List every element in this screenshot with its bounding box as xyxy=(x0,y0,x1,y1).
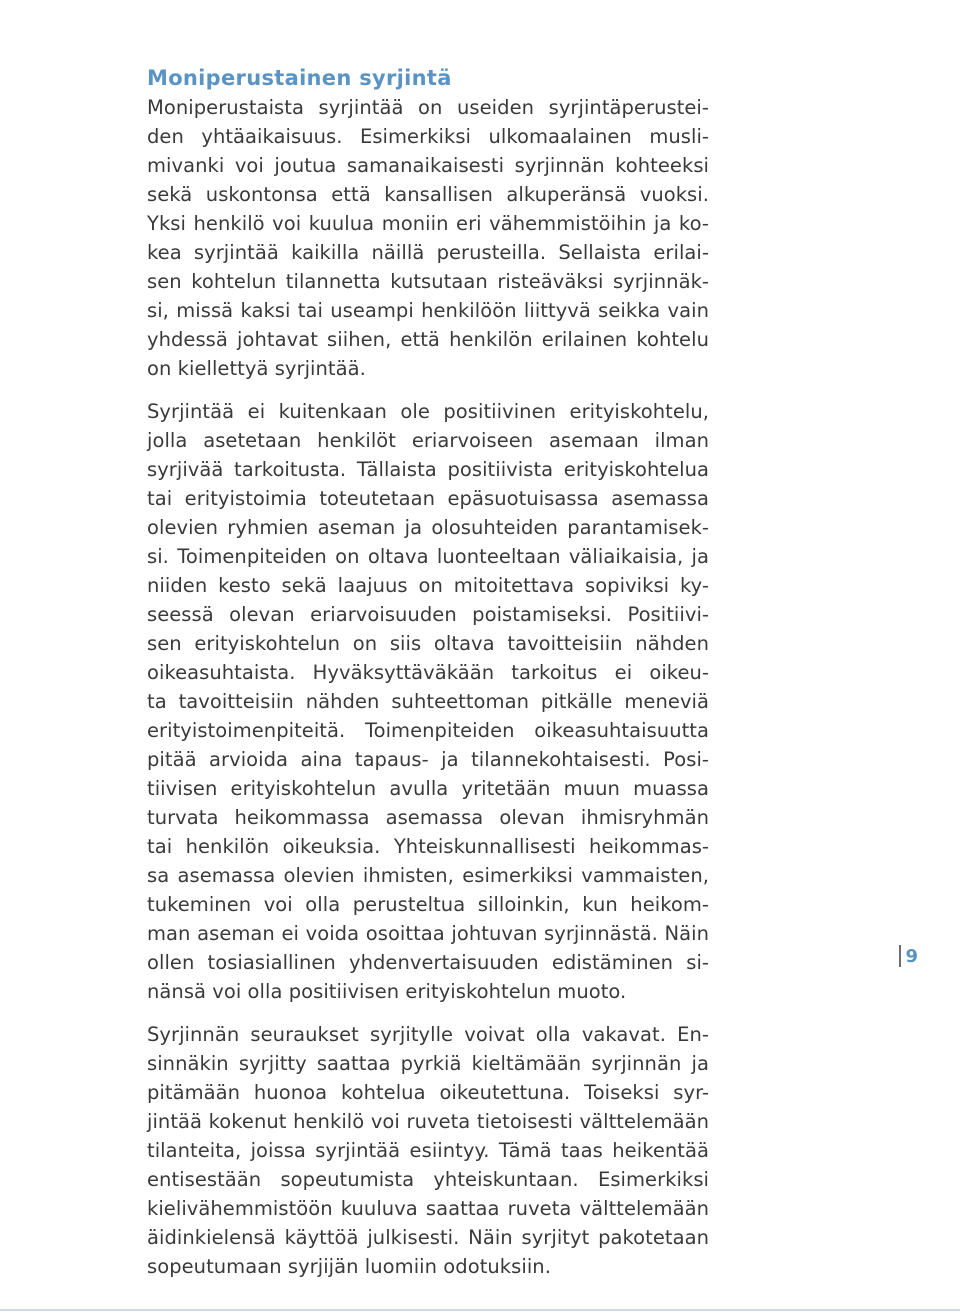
bottom-rule xyxy=(0,1309,960,1311)
text-line: erityistoimenpiteitä. Toimenpiteiden oikeasuhtaisuutta xyxy=(147,719,709,742)
paragraph-1 xyxy=(147,93,709,383)
paragraph-spacer xyxy=(147,383,709,397)
text-line: ollen tosiasiallinen yhdenvertaisuuden edistäminen si- xyxy=(147,951,709,974)
text-line: si, missä kaksi tai useampi henkilöön liittyvä seikka vain xyxy=(147,299,709,322)
text-line: äidinkielensä käyttöä julkisesti. Näin syrjityt pakotetaan xyxy=(147,1226,709,1249)
text-line: tiivisen erityiskohtelun avulla yritetään muun muassa xyxy=(147,777,709,800)
page-number-marker xyxy=(899,944,918,968)
paragraph-spacer xyxy=(147,1006,709,1020)
text-line: niiden kesto sekä laajuus on mitoitettava sopiviksi ky- xyxy=(147,574,709,597)
text-line: den yhtäaikaisuus. Esimerkiksi ulkomaalainen musli- xyxy=(147,125,709,148)
section-heading: Moniperustainen syrjintä xyxy=(147,66,452,90)
text-line: Yksi henkilö voi kuulua moniin eri vähemmistöihin ja ko- xyxy=(147,212,709,235)
text-line: nänsä voi olla positiivisen erityiskohtelun muoto. xyxy=(147,980,627,1003)
text-line: sopeutumaan syrjijän luomiin odotuksiin. xyxy=(147,1255,551,1278)
text-line: yhdessä johtavat siihen, että henkilön erilainen kohtelu xyxy=(147,328,709,351)
text-line: Moniperustaista syrjintää on useiden syrjintäperustei- xyxy=(147,96,709,119)
text-line: sinnäkin syrjitty saattaa pyrkiä kieltämään syrjinnän ja xyxy=(147,1052,709,1075)
text-line: pitämään huonoa kohtelua oikeutettuna. Toiseksi syr- xyxy=(147,1081,709,1104)
document-body xyxy=(147,64,709,1281)
text-line: kea syrjintää kaikilla näillä perusteilla. Sellaista erilai- xyxy=(147,241,709,264)
text-line: tai henkilön oikeuksia. Yhteiskunnallisesti heikommas- xyxy=(147,835,709,858)
text-line: sen kohtelun tilannetta kutsutaan risteäväksi syrjinnäk- xyxy=(147,270,709,293)
text-line: tilanteita, joissa syrjintää esiintyy. Tämä taas heikentää xyxy=(147,1139,709,1162)
text-line: sa asemassa olevien ihmisten, esimerkiksi vammaisten, xyxy=(147,864,709,887)
text-line: pitää arvioida aina tapaus- ja tilannekohtaisesti. Posi- xyxy=(147,748,709,771)
text-line: si. Toimenpiteiden on oltava luonteeltaan väliaikaisia, ja xyxy=(147,545,709,568)
text-line: seessä olevan eriarvoisuuden poistamiseksi. Positiivi- xyxy=(147,603,709,626)
text-line: Syrjintää ei kuitenkaan ole positiivinen erityiskohtelu, xyxy=(147,400,709,423)
text-line: olevien ryhmien aseman ja olosuhteiden parantamisek- xyxy=(147,516,709,539)
text-line: kielivähemmistöön kuuluva saattaa ruveta välttelemään xyxy=(147,1197,709,1220)
text-line: Syrjinnän seuraukset syrjitylle voivat olla vakavat. En- xyxy=(147,1023,709,1046)
text-line: entisestään sopeutumista yhteiskuntaan. Esimerkiksi xyxy=(147,1168,709,1191)
text-line: oikeasuhtaista. Hyväksyttäväkään tarkoitus ei oikeu- xyxy=(147,661,709,684)
page-number: 9 xyxy=(905,945,919,967)
page-number-divider xyxy=(899,945,901,967)
text-line: sen erityiskohtelun on siis oltava tavoitteisiin nähden xyxy=(147,632,709,655)
text-line: mivanki voi joutua samanaikaisesti syrjinnän kohteeksi xyxy=(147,154,709,177)
text-line: tai erityistoimia toteutetaan epäsuotuisassa asemassa xyxy=(147,487,709,510)
text-line: tukeminen voi olla perusteltua silloinkin, kun heikom- xyxy=(147,893,709,916)
text-line: syrjivää tarkoitusta. Tällaista positiivista erityiskohtelua xyxy=(147,458,709,481)
text-line: sekä uskontonsa että kansallisen alkuperänsä vuoksi. xyxy=(147,183,709,206)
text-line: man aseman ei voida osoittaa johtuvan syrjinnästä. Näin xyxy=(147,922,709,945)
text-line: jolla asetetaan henkilöt eriarvoiseen asemaan ilman xyxy=(147,429,709,452)
paragraph-3 xyxy=(147,1020,709,1281)
text-line: on kiellettyä syrjintää. xyxy=(147,357,366,380)
text-line: jintää kokenut henkilö voi ruveta tietoisesti välttelemään xyxy=(147,1110,709,1133)
text-line: turvata heikommassa asemassa olevan ihmisryhmän xyxy=(147,806,709,829)
paragraph-2 xyxy=(147,397,709,1006)
text-line: ta tavoitteisiin nähden suhteettoman pitkälle meneviä xyxy=(147,690,709,713)
